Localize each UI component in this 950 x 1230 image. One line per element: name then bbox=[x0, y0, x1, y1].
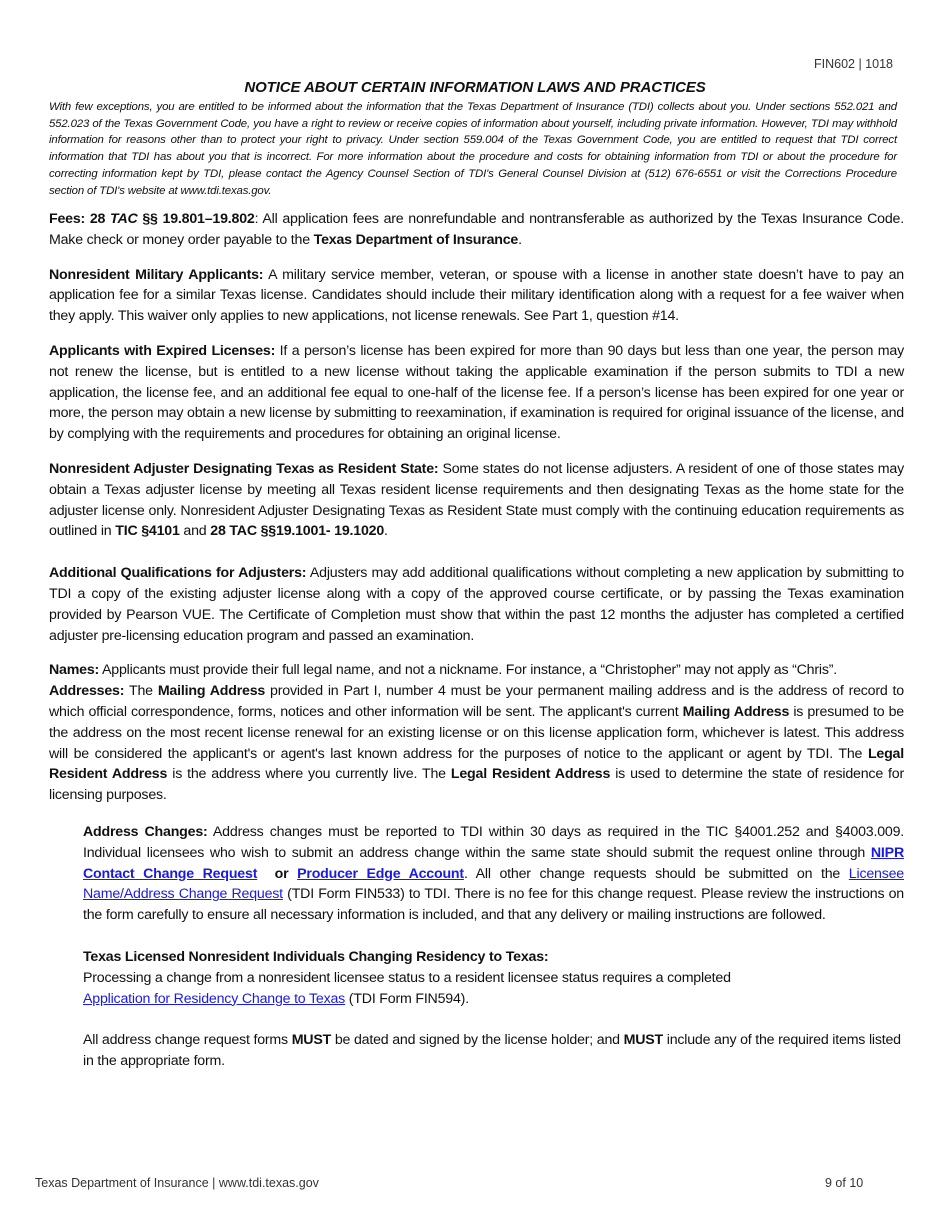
notice-body: With few exceptions, you are entitled to be informed about the information that the Texas Department of Insurance (TDI) collects about you. Under sections 552.021 and 552.023 of the Texas Government Code, you have a right to review or receive copies of information about yourself, including private information. However, TDI may withhold information for reasons other than to protect your right to privacy. Under section 559.004 of the Texas Government Code, you are entitled to request that TDI correct information that TDI has about you that is incorrect. For more information about the procedure and costs for obtaining information from TDI or about the procedure for correcting information kept by TDI, please contact the Agency Counsel Section of TDI's General Counsel Division at (512) 676-6551 or visit the Corrections Procedure section of TDI's website at www.tdi.texas.gov. bbox=[49, 101, 897, 197]
fees-label-tac: TAC bbox=[110, 211, 138, 227]
adjuster-resident-paragraph bbox=[49, 459, 904, 542]
addresses-text: is the address where you currently live. The bbox=[167, 766, 451, 783]
names-label: Names: bbox=[49, 662, 100, 679]
licensee-name-address-change-link[interactable]: Licensee Name/Address Change Request bbox=[83, 865, 904, 903]
address-changes-paragraph bbox=[83, 822, 904, 926]
address-changes-label: Address Changes: bbox=[83, 823, 208, 840]
or-text: or bbox=[274, 865, 289, 882]
tac-reference: 28 TAC §§19.1001- 19.1020 bbox=[210, 523, 385, 540]
names-paragraph bbox=[49, 660, 904, 681]
fees-label-ref: §§ 19.801–19.802 bbox=[137, 211, 255, 227]
qualifications-label: Additional Qualifications for Adjusters: bbox=[49, 565, 307, 582]
residency-change-form-ref: (TDI Form FIN594). bbox=[345, 990, 469, 1007]
qualifications-paragraph bbox=[49, 563, 904, 646]
expired-text: If a person’s license has been expired for more than 90 days but less than one year, the person may not renew the license, but is entitled to a new license without taking the applicable examination if the person submits to TDI a new application, the license fee, and an additional fee equal to one-half of the license fee. If a person’s license has been expired for one year or more, the person may obtain a new license by submitting to reexamination, if examination is required for original issuance of the license, and by complying with the requirements and procedures for obtaining an original license. bbox=[49, 342, 904, 443]
must-paragraph bbox=[83, 1030, 904, 1072]
mailing-address-term: Mailing Address bbox=[682, 703, 790, 720]
military-label: Nonresident Military Applicants: bbox=[49, 266, 264, 283]
legal-resident-address-term: Legal Resident Address bbox=[450, 766, 611, 783]
military-paragraph bbox=[49, 265, 904, 327]
adjuster-resident-label: Nonresident Adjuster Designating Texas as Resident State: bbox=[49, 460, 439, 477]
expired-label: Applicants with Expired Licenses: bbox=[49, 342, 276, 359]
tic-reference: TIC §4101 bbox=[115, 523, 180, 540]
addresses-paragraph bbox=[49, 681, 904, 806]
military-text: A military service member, veteran, or spouse with a license in another state doesn’t have to pay an application fee for a similar Texas license. Candidates should include their military identification along with a request for a fee waiver when they apply. This waiver only applies to new applications, not license renewals. See Part 1, question #14. bbox=[49, 266, 904, 325]
producer-edge-account-link[interactable]: Producer Edge Account bbox=[297, 865, 464, 882]
residency-change-text: Processing a change from a nonresident licensee status to a resident licensee status requires a completed bbox=[83, 969, 731, 986]
address-changes-block bbox=[49, 822, 904, 1072]
addresses-text: is presumed to be the address on the most recent license renewal for an existing license or on this license application form, whichever is latest. This address will be considered the applicant's or agent's last known address for the purposes of notice to the applicant or agent by TDI. The bbox=[49, 703, 904, 762]
names-text: Applicants must provide their full legal name, and not a nickname. For instance, a “Christopher” may not apply as “Chris”. bbox=[99, 662, 837, 679]
mailing-address-term: Mailing Address bbox=[157, 683, 266, 700]
address-changes-text: (TDI Form FIN533) to TDI. There is no fee for this change request. Please review the instructions on the form carefully to ensure all necessary information is included, and that any delivery or mailing instructions are followed. bbox=[83, 886, 904, 924]
address-changes-text: Address changes must be reported to TDI within 30 days as required in the TIC §4001.252 and §4003.009. Individual licensees who wish to submit an address change within the same state should submit the request online through bbox=[83, 823, 905, 861]
fees-label-part: Fees: 28 bbox=[49, 211, 111, 227]
footer-organization: Texas Department of Insurance | www.tdi.texas.gov bbox=[35, 1176, 319, 1190]
must-emphasis: MUST bbox=[291, 1032, 332, 1049]
document-content bbox=[49, 209, 904, 1072]
adjuster-resident-text: Some states do not license adjusters. A resident of one of those states may obtain a Texas adjuster license by meeting all Texas resident license requirements and then designating Texas as the home state for the adjuster license only. Nonresident Adjuster Designating Texas as Resident State must comply with the continuing education requirements as outlined in bbox=[49, 460, 904, 540]
addresses-text: The bbox=[124, 683, 158, 700]
fees-label bbox=[49, 211, 255, 227]
addresses-label: Addresses: bbox=[49, 683, 125, 700]
nipr-contact-change-link[interactable]: NIPR Contact Change Request bbox=[83, 844, 904, 882]
addresses-text: is used to determine the state of residence for licensing purposes. bbox=[49, 766, 905, 804]
must-text: be dated and signed by the license holder; and bbox=[331, 1032, 624, 1049]
adjuster-resident-end: . bbox=[384, 523, 388, 540]
legal-resident-address-term: Legal Resident Address bbox=[49, 745, 904, 783]
address-changes-text: . All other change requests should be submitted on the bbox=[463, 865, 849, 882]
must-text: include any of the required items listed in the appropriate form. bbox=[83, 1032, 901, 1070]
addresses-text: provided in Part I, number 4 must be your permanent mailing address and is the address of record to which official correspondence, forms, notices and other information will be sent. The applicant's current bbox=[49, 683, 904, 720]
residency-change-title: Texas Licensed Nonresident Individuals Changing Residency to Texas: bbox=[83, 948, 549, 965]
form-id: FIN602 | 1018 bbox=[814, 57, 893, 71]
residency-change-paragraph bbox=[83, 968, 904, 1010]
expired-paragraph bbox=[49, 341, 904, 445]
notice-title: NOTICE ABOUT CERTAIN INFORMATION LAWS AND PRACTICES bbox=[244, 79, 706, 96]
must-text: All address change request forms bbox=[83, 1032, 292, 1049]
must-emphasis: MUST bbox=[623, 1032, 664, 1049]
fees-text: : All application fees are nonrefundable and nontransferable as authorized by the Texas Insurance Code. Make check or money order payable to the bbox=[49, 211, 904, 248]
residency-change-heading bbox=[83, 947, 904, 968]
page-number: 9 of 10 bbox=[825, 1176, 864, 1190]
fees-paragraph bbox=[49, 209, 904, 251]
fees-payee: Texas Department of Insurance bbox=[313, 231, 519, 248]
qualifications-text: Adjusters may add additional qualifications without completing a new application by submitting to TDI a copy of the existing adjuster license along with a copy of the approved course certificate, or by passing the Texas examination provided by Pearson VUE. The Certificate of Completion must show that within the past 12 months the adjuster has completed a certified adjuster pre-licensing education program and passed an examination. bbox=[49, 565, 904, 644]
residency-change-application-link[interactable]: Application for Residency Change to Texas bbox=[83, 990, 346, 1007]
fees-text-end: . bbox=[518, 231, 522, 248]
adjuster-resident-and: and bbox=[179, 523, 211, 540]
